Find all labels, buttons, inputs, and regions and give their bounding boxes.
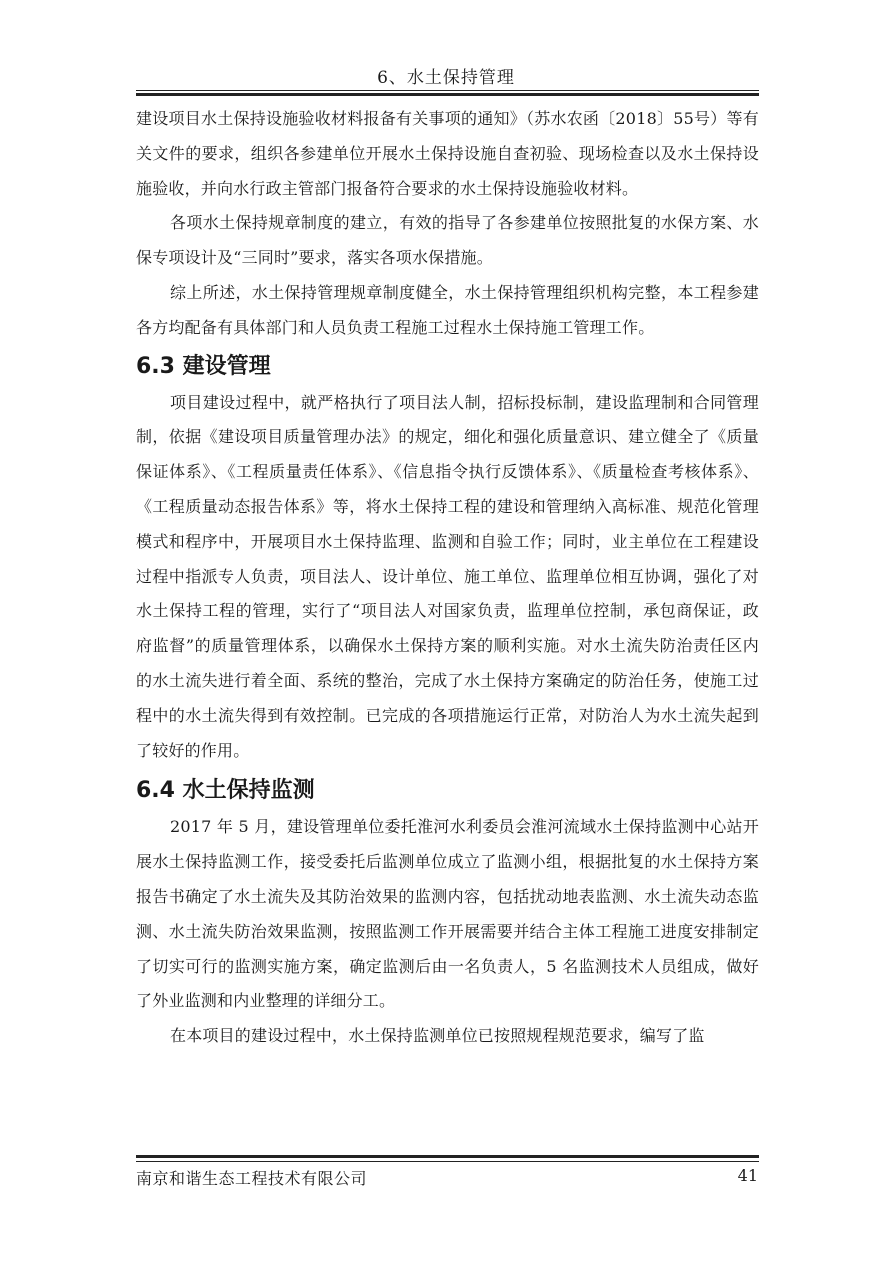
footer-rule-thick bbox=[136, 1155, 759, 1158]
header-rule-thin bbox=[136, 90, 759, 91]
section-heading-6-3: 6.3 建设管理 bbox=[136, 353, 271, 379]
footer-company-name: 南京和谐生态工程技术有限公司 bbox=[136, 1169, 368, 1188]
paragraph: 各项水土保持规章制度的建立，有效的指导了各参建单位按照批复的水保方案、水保专项设计及“三同时”要求，落实各项水保措施。 bbox=[136, 213, 759, 268]
section-heading-6-4: 6.4 水土保持监测 bbox=[136, 778, 315, 804]
paragraph-continues: 在本项目的建设过程中，水土保持监测单位已按照规程规范要求，编写了监 bbox=[170, 1026, 705, 1046]
paragraph: 项目建设过程中，就严格执行了项目法人制，招标投标制，建设监理制和合同管理制，依据《建设项目质量管理办法》的规定，细化和强化质量意识、建立健全了《质量保证体系》、《工程质量责任体系》、《信息指令执行反馈体系》、《质量检查考核体系》、《工程质量动态报告体系》等，将水土保持工程的建设和管理纳入高标准、规范化管理模式和程序中，开展项目水土保持监理、监测和自验工作；同时，业主单位在工程建设过程中指派专人负责，项目法人、设计单位、施工单位、监理单位相互协调，强化了对水土保持工程的管理，实行了“项目法人对国家负责，监理单位控制，承包商保证，政府监督”的质量管理体系，以确保水土保持方案的顺利实施。对水土流失防治责任区内的水土流失进行着全面、系统的整治，完成了水土保持方案确定的防治任务，使施工过程中的水土流失得到有效控制。已完成的各项措施运行正常，对防治人为水土流失起到了较好的作用。 bbox=[136, 392, 759, 760]
paragraph: 2017 年 5 月，建设管理单位委托淮河水利委员会淮河流域水土保持监测中心站开展水土保持监测工作，接受委托后监测单位成立了监测小组，根据批复的水土保持方案报告书确定了水土流失及其防治效果的监测内容，包括扰动地表监测、水土流失动态监测、水土流失防治效果监测，按照监测工作开展需要并结合主体工程施工进度安排制定了切实可行的监测实施方案，确定监测后由一名负责人，5 名监测技术人员组成，做好了外业监测和内业整理的详细分工。 bbox=[136, 817, 759, 1011]
paragraph-continued: 建设项目水土保持设施验收材料报备有关事项的通知》（苏水农函〔2018〕55号）等有关文件的要求，组织各参建单位开展水土保持设施自查初验、现场检查以及水土保持设施验收，并向水行政主管部门报备符合要求的水土保持设施验收材料。 bbox=[136, 109, 759, 198]
header-rule-thick bbox=[136, 93, 759, 96]
footer-rule-thin bbox=[136, 1161, 759, 1162]
running-header-title: 6、水土保持管理 bbox=[377, 68, 515, 88]
page-number: 41 bbox=[737, 1166, 758, 1185]
paragraph: 综上所述，水土保持管理规章制度健全，水土保持管理组织机构完整，本工程参建各方均配备有具体部门和人员负责工程施工过程水土保持施工管理工作。 bbox=[136, 282, 759, 337]
body-text bbox=[136, 102, 759, 1054]
